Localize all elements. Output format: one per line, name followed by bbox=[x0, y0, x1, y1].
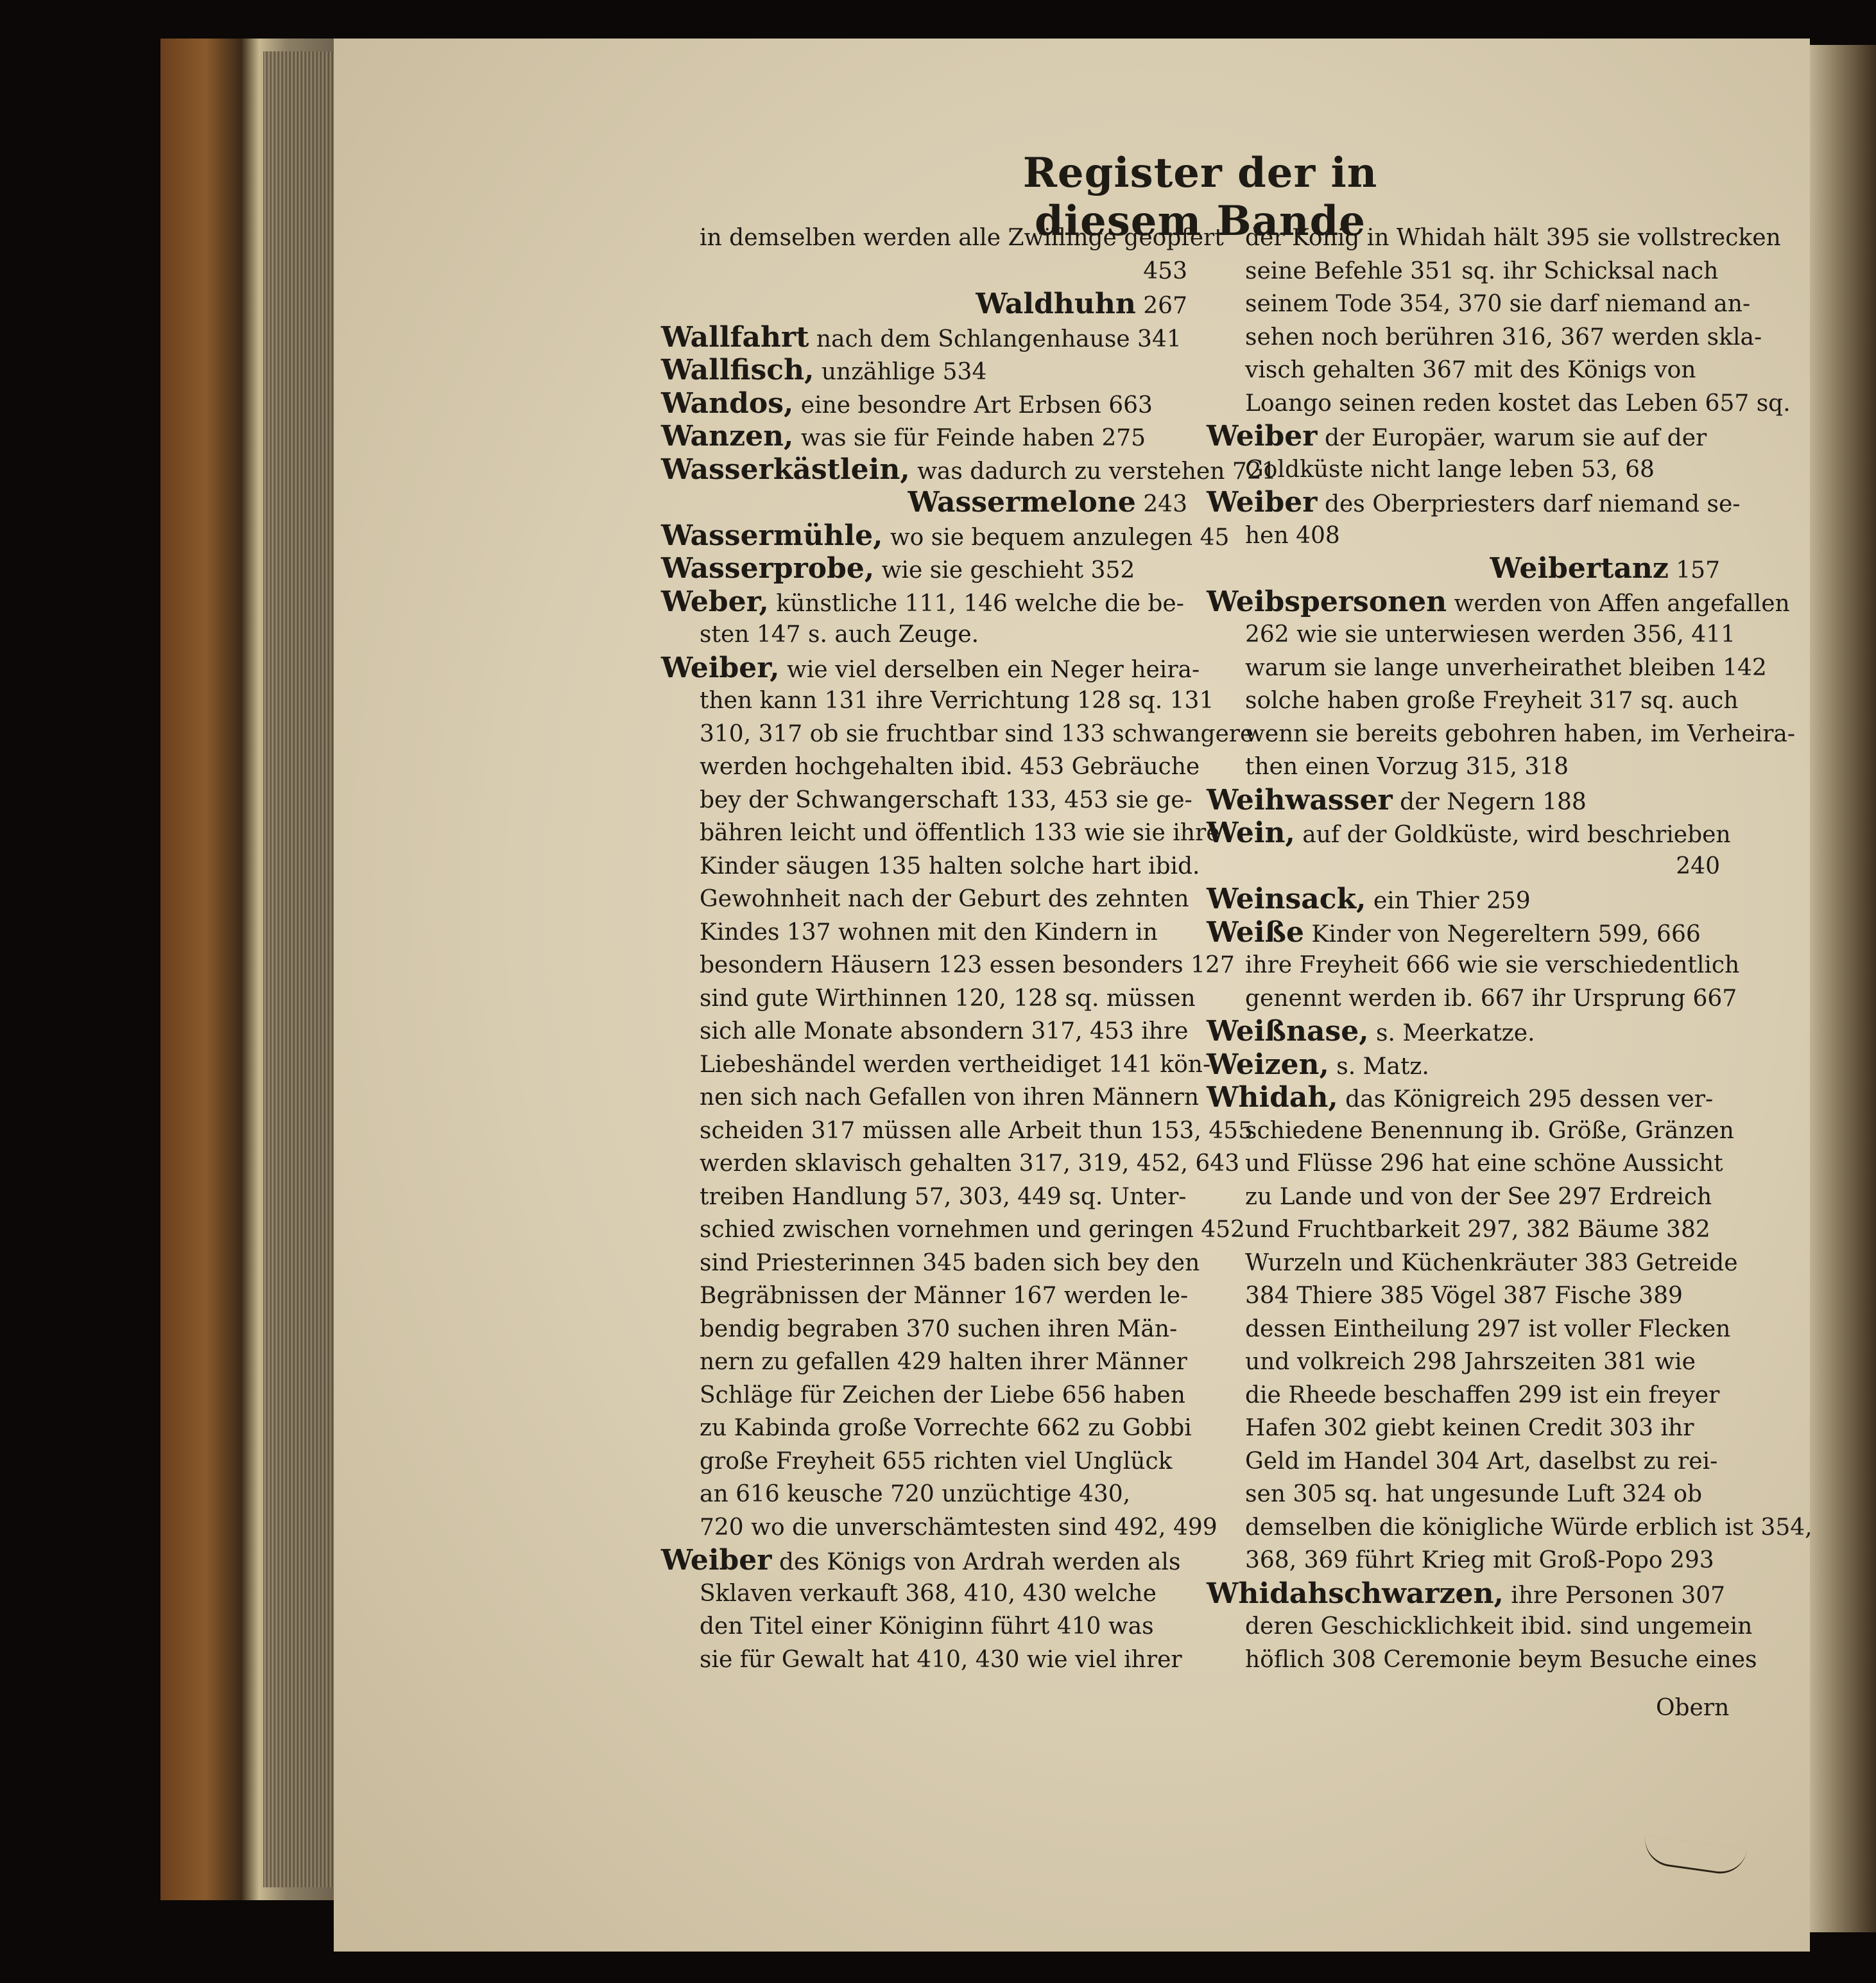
entry-line bbox=[661, 1247, 1200, 1280]
entry-line bbox=[661, 1313, 1187, 1346]
entry-text: nen sich nach Gefallen von ihren Männern bbox=[700, 1084, 1200, 1111]
entry-text: den Titel einer Königinn führt 410 was bbox=[700, 1613, 1154, 1640]
entry-text: auf der Goldküste, wird beschrieben bbox=[1302, 822, 1731, 848]
entry-headword: Wasserprobe, bbox=[661, 552, 875, 585]
catchword: Obern bbox=[1656, 1695, 1730, 1721]
entry-text: wie viel derselben ein Neger heira- bbox=[787, 656, 1200, 683]
entry-text: visch gehalten 367 mit des Königs von bbox=[1245, 357, 1696, 383]
entry-line bbox=[1207, 519, 1720, 553]
entry-text: Kindes 137 wohnen mit den Kindern in bbox=[700, 919, 1158, 946]
entry-text: Sklaven verkauft 368, 410, 430 welche bbox=[700, 1580, 1157, 1607]
book-spine-pages bbox=[263, 51, 340, 1887]
entry-line bbox=[1207, 949, 1740, 982]
entry-line bbox=[1207, 1577, 1726, 1611]
entry-line bbox=[661, 1610, 1187, 1643]
entry-line bbox=[661, 618, 1187, 652]
entry-headword: Weihwasser bbox=[1207, 783, 1393, 817]
entry-text: Liebeshändel werden vertheidiget 141 kön- bbox=[700, 1051, 1211, 1078]
entry-headword: Weiber bbox=[1207, 486, 1318, 519]
entry-line bbox=[661, 982, 1196, 1016]
entry-line bbox=[1207, 784, 1720, 817]
entry-text: bähren leicht und öffentlich 133 wie sie ihre bbox=[700, 820, 1220, 846]
entry-text: was dadurch zu verstehen 721 bbox=[917, 458, 1277, 485]
entry-headword: Weinsack, bbox=[1207, 883, 1366, 915]
entry-text: Geld im Handel 304 Art, daselbst zu rei- bbox=[1245, 1448, 1718, 1475]
entry-line bbox=[661, 718, 1254, 751]
entry-text: der König in Whidah hält 395 sie vollstrecken bbox=[1245, 225, 1781, 251]
entry-line bbox=[661, 1643, 1187, 1677]
entry-headword: Weibertanz bbox=[1490, 552, 1669, 585]
entry-headword: Wallfisch, bbox=[661, 354, 814, 386]
entry-line bbox=[1207, 1643, 1757, 1677]
entry-line bbox=[1207, 1313, 1731, 1346]
entry-line bbox=[1207, 817, 1731, 850]
entry-headword: Weiße bbox=[1207, 915, 1304, 949]
entry-text: wo sie bequem anzulegen 45 bbox=[890, 524, 1230, 551]
entry-line bbox=[1207, 420, 1720, 453]
entry-line bbox=[1207, 1247, 1738, 1280]
entry-text: Loango seinen reden kostet das Leben 657 sq. bbox=[1245, 390, 1791, 417]
entry-text: die Rheede beschaffen 299 ist ein freyer bbox=[1245, 1381, 1720, 1408]
entry-line bbox=[1207, 255, 1720, 288]
index-entry bbox=[1207, 1081, 1812, 1577]
entry-text: 262 wie sie unterwiesen werden 356, 411 bbox=[1245, 621, 1735, 648]
entry-text: Schläge für Zeichen der Liebe 656 haben bbox=[700, 1381, 1185, 1408]
entry-headword: Weiber bbox=[1207, 420, 1318, 453]
entry-text: Goldküste nicht lange leben 53, 68 bbox=[1245, 456, 1655, 483]
index-entry bbox=[1207, 883, 1720, 916]
entry-text: sie für Gewalt hat 410, 430 wie viel ihrer bbox=[700, 1646, 1182, 1673]
entry-line bbox=[1207, 1379, 1720, 1412]
entry-text: then kann 131 ihre Verrichtung 128 sq. 131 bbox=[700, 688, 1214, 714]
entry-line bbox=[1207, 1511, 1812, 1545]
entry-text: der Negern 188 bbox=[1400, 788, 1587, 815]
entry-headword: Wassermelone bbox=[908, 486, 1136, 519]
index-entry bbox=[1207, 1577, 1757, 1677]
entry-text: ihre Personen 307 bbox=[1511, 1582, 1726, 1609]
page-header: Register der in diesem Bande bbox=[1022, 149, 1378, 245]
entry-line bbox=[1207, 750, 1720, 784]
entry-line bbox=[1207, 618, 1735, 652]
entry-line bbox=[1207, 1213, 1720, 1247]
entry-line bbox=[1207, 453, 1720, 487]
index-entry bbox=[661, 552, 1187, 585]
entry-line bbox=[661, 916, 1187, 949]
right-column bbox=[1207, 221, 1812, 1676]
entry-line bbox=[1207, 1445, 1720, 1478]
index-entry bbox=[661, 354, 1187, 387]
entry-line bbox=[661, 651, 1200, 685]
entry-text: 243 bbox=[1143, 491, 1187, 517]
entry-text: dessen Eintheilung 297 ist voller Flecken bbox=[1245, 1315, 1731, 1342]
entry-text: Gewohnheit nach der Geburt des zehnten bbox=[700, 886, 1189, 912]
entry-line bbox=[1207, 221, 1781, 255]
entry-text: große Freyheit 655 richten viel Unglück bbox=[700, 1448, 1173, 1475]
entry-line bbox=[1207, 1279, 1720, 1313]
entry-headword: Wandos, bbox=[661, 386, 794, 420]
entry-text: werden hochgehalten ibid. 453 Gebräuche bbox=[700, 754, 1200, 780]
entry-line bbox=[661, 883, 1187, 916]
entry-line bbox=[1207, 1181, 1720, 1214]
index-entry bbox=[661, 1544, 1187, 1676]
entry-line bbox=[661, 420, 1187, 453]
entry-line bbox=[1207, 354, 1720, 387]
entry-headword: Weiber, bbox=[661, 651, 780, 684]
entry-line bbox=[1207, 1048, 1720, 1082]
entry-line bbox=[661, 1478, 1187, 1511]
entry-text: bey der Schwangerschaft 133, 453 sie ge- bbox=[700, 786, 1192, 813]
entry-text: Hafen 302 giebt keinen Credit 303 ihr bbox=[1245, 1415, 1694, 1441]
entry-text: genennt werden ib. 667 ihr Ursprung 667 bbox=[1245, 985, 1737, 1012]
entry-text: und Flüsse 296 hat eine schöne Aussicht bbox=[1245, 1150, 1723, 1177]
entry-line bbox=[661, 1544, 1187, 1577]
entry-headword: Wassermühle, bbox=[661, 519, 883, 552]
entry-text: in demselben werden alle Zwillinge geopfert bbox=[700, 225, 1224, 251]
entry-text: sehen noch berühren 316, 367 werden skla- bbox=[1245, 324, 1762, 351]
entry-text: zu Lande und von der See 297 Erdreich bbox=[1245, 1183, 1712, 1210]
entry-line bbox=[1207, 486, 1741, 519]
entry-headword: Weiber bbox=[661, 1544, 772, 1577]
entry-line bbox=[1207, 321, 1762, 354]
entry-line bbox=[661, 949, 1235, 982]
entry-headword: Whidahschwarzen, bbox=[1207, 1577, 1504, 1610]
entry-headword: Wasserkästlein, bbox=[661, 453, 910, 486]
entry-headword: Wanzen, bbox=[661, 420, 794, 453]
entry-text: Begräbnissen der Männer 167 werden le- bbox=[700, 1283, 1189, 1309]
entry-line bbox=[1207, 1478, 1720, 1511]
entry-headword: Weber, bbox=[661, 585, 769, 618]
entry-line bbox=[661, 1213, 1245, 1247]
entry-text: höflich 308 Ceremonie beym Besuche eines bbox=[1245, 1646, 1757, 1673]
entry-line bbox=[1207, 1147, 1723, 1181]
entry-text: 720 wo die unverschämtesten sind 492, 499 bbox=[700, 1514, 1218, 1541]
entry-line bbox=[661, 453, 1277, 487]
index-entry bbox=[1207, 915, 1740, 1016]
entry-text: besondern Häusern 123 essen besonders 127 bbox=[700, 952, 1235, 978]
entry-text: seine Befehle 351 sq. ihr Schicksal nach bbox=[1245, 257, 1719, 284]
entry-text: was sie für Feinde haben 275 bbox=[800, 425, 1146, 451]
entry-text: des Oberpriesters darf niemand se- bbox=[1324, 491, 1741, 517]
entry-text: der Europäer, warum sie auf der bbox=[1324, 425, 1707, 451]
entry-text: 453 bbox=[1143, 257, 1187, 284]
entry-line bbox=[661, 552, 1187, 585]
entry-line bbox=[1207, 387, 1791, 420]
entry-line bbox=[661, 1015, 1187, 1048]
entry-line bbox=[661, 1147, 1240, 1181]
entry-text: schiedene Benennung ib. Größe, Gränzen bbox=[1245, 1117, 1734, 1144]
entry-line bbox=[1207, 883, 1720, 916]
entry-line bbox=[661, 585, 1187, 619]
entry-text: eine besondre Art Erbsen 663 bbox=[800, 392, 1153, 419]
entry-line bbox=[661, 1114, 1253, 1148]
entry-text: das Königreich 295 dessen ver- bbox=[1345, 1086, 1714, 1113]
entry-headword: Weizen, bbox=[1207, 1048, 1329, 1081]
entry-line bbox=[661, 1412, 1192, 1445]
index-entry bbox=[661, 288, 1187, 321]
entry-text: sich alle Monate absondern 317, 453 ihre bbox=[700, 1018, 1189, 1044]
entry-headword: Weißnase, bbox=[1207, 1015, 1369, 1048]
entry-line bbox=[661, 221, 1224, 255]
index-entry bbox=[1207, 486, 1741, 552]
entry-headword: Weibspersonen bbox=[1207, 585, 1447, 618]
entry-text: solche haben große Freyheit 317 sq. auch bbox=[1245, 688, 1739, 714]
entry-text: künstliche 111, 146 welche die be- bbox=[776, 590, 1184, 617]
entry-line bbox=[1207, 1081, 1720, 1114]
entry-line bbox=[1207, 552, 1720, 585]
index-entry bbox=[661, 453, 1277, 487]
index-entry bbox=[1207, 1015, 1720, 1048]
entry-line bbox=[1207, 684, 1739, 718]
entry-line bbox=[661, 817, 1220, 850]
entry-text: warum sie lange unverheirathet bleiben 142 bbox=[1245, 654, 1767, 681]
entry-text: 240 bbox=[1676, 853, 1720, 879]
entry-line bbox=[1207, 1412, 1720, 1445]
entry-headword: Wallfahrt bbox=[661, 320, 809, 354]
entry-line bbox=[661, 1511, 1218, 1545]
index-entry bbox=[661, 585, 1187, 652]
entry-text: 157 bbox=[1676, 557, 1720, 584]
entry-line bbox=[661, 321, 1187, 354]
index-entry bbox=[661, 387, 1187, 420]
entry-text: deren Geschicklichkeit ibid. sind ungemein bbox=[1245, 1613, 1753, 1640]
entry-text: bendig begraben 370 suchen ihren Män- bbox=[700, 1315, 1178, 1342]
entry-line bbox=[661, 1379, 1187, 1412]
index-entry bbox=[661, 519, 1230, 553]
entry-line bbox=[661, 519, 1230, 553]
entry-text: nern zu gefallen 429 halten ihrer Männer bbox=[700, 1349, 1187, 1375]
entry-text: demselben die königliche Würde erblich ist 354, bbox=[1245, 1514, 1812, 1541]
entry-text: nach dem Schlangenhause 341 bbox=[816, 325, 1182, 352]
entry-line bbox=[661, 1279, 1187, 1313]
entry-line bbox=[1207, 1544, 1720, 1577]
entry-text: sten 147 s. auch Zeuge. bbox=[700, 621, 979, 648]
entry-text: hen 408 bbox=[1245, 522, 1340, 549]
page-edge-right bbox=[1810, 45, 1876, 1932]
index-entry bbox=[1207, 817, 1731, 883]
entry-headword: Wein, bbox=[1207, 817, 1295, 849]
entry-line bbox=[661, 486, 1187, 519]
index-entry bbox=[1207, 221, 1791, 420]
index-entry bbox=[661, 420, 1187, 453]
entry-text: treiben Handlung 57, 303, 449 sq. Unter- bbox=[700, 1183, 1187, 1210]
entry-line bbox=[661, 684, 1214, 718]
entry-line bbox=[1207, 585, 1790, 619]
entry-text: 368, 369 führt Krieg mit Groß-Popo 293 bbox=[1245, 1547, 1714, 1573]
entry-text: seinem Tode 354, 370 sie darf niemand an- bbox=[1245, 291, 1751, 317]
entry-text: wie sie geschieht 352 bbox=[881, 557, 1135, 584]
index-entry bbox=[661, 486, 1187, 519]
entry-line bbox=[1207, 916, 1720, 949]
entry-text: 384 Thiere 385 Vögel 387 Fische 389 bbox=[1245, 1283, 1683, 1309]
entry-line bbox=[661, 288, 1187, 321]
entry-line bbox=[1207, 850, 1720, 883]
entry-line bbox=[661, 850, 1200, 883]
entry-line bbox=[1207, 652, 1767, 685]
entry-line bbox=[661, 1445, 1187, 1478]
index-entry bbox=[1207, 1048, 1720, 1082]
entry-text: werden sklavisch gehalten 317, 319, 452, 643 bbox=[700, 1150, 1240, 1177]
entry-text: then einen Vorzug 315, 318 bbox=[1245, 754, 1569, 780]
entry-line bbox=[1207, 982, 1737, 1016]
entry-text: des Königs von Ardrah werden als bbox=[779, 1549, 1181, 1575]
entry-line bbox=[1207, 718, 1796, 751]
entry-headword: Whidah, bbox=[1207, 1081, 1338, 1114]
entry-text: wenn sie bereits gebohren haben, im Verheira- bbox=[1245, 720, 1796, 747]
entry-text: Wurzeln und Küchenkräuter 383 Getreide bbox=[1245, 1249, 1738, 1276]
entry-line bbox=[1207, 1114, 1734, 1148]
entry-line bbox=[661, 1346, 1187, 1379]
entry-text: schied zwischen vornehmen und geringen 452 bbox=[700, 1217, 1245, 1243]
index-entry bbox=[1207, 585, 1796, 784]
index-entry bbox=[1207, 784, 1720, 817]
index-entry bbox=[661, 321, 1187, 354]
entry-text: s. Matz. bbox=[1336, 1053, 1429, 1080]
entry-line bbox=[661, 1048, 1211, 1082]
entry-line bbox=[661, 255, 1187, 288]
entry-text: Kinder säugen 135 halten solche hart ibid. bbox=[700, 853, 1200, 879]
entry-line bbox=[661, 1181, 1187, 1214]
entry-text: und volkreich 298 Jahrszeiten 381 wie bbox=[1245, 1349, 1696, 1375]
entry-line bbox=[1207, 1015, 1720, 1048]
entry-text: an 616 keusche 720 unzüchtige 430, bbox=[700, 1481, 1131, 1507]
entry-text: scheiden 317 müssen alle Arbeit thun 153, 455 bbox=[700, 1117, 1253, 1144]
entry-text: ihre Freyheit 666 wie sie verschiedentlich bbox=[1245, 952, 1740, 978]
entry-text: 310, 317 ob sie fruchtbar sind 133 schwangere bbox=[700, 720, 1254, 747]
entry-text: s. Meerkatze. bbox=[1376, 1020, 1535, 1046]
index-entry bbox=[1207, 420, 1720, 486]
entry-text: 267 bbox=[1143, 293, 1187, 319]
entry-text: zu Kabinda große Vorrechte 662 zu Gobbi bbox=[700, 1415, 1192, 1441]
entry-text: unzählige 534 bbox=[821, 359, 987, 385]
entry-line bbox=[661, 1081, 1200, 1114]
entry-line bbox=[1207, 288, 1751, 321]
entry-line bbox=[661, 784, 1192, 817]
entry-headword: Waldhuhn bbox=[976, 288, 1136, 320]
entry-text: sind gute Wirthinnen 120, 128 sq. müssen bbox=[700, 985, 1196, 1012]
entry-line bbox=[1207, 1610, 1753, 1643]
index-entry bbox=[661, 221, 1224, 288]
entry-text: sen 305 sq. hat ungesunde Luft 324 ob bbox=[1245, 1481, 1703, 1507]
entry-text: werden von Affen angefallen bbox=[1454, 590, 1790, 617]
entry-line bbox=[661, 1577, 1187, 1611]
entry-line bbox=[661, 750, 1200, 784]
entry-text: ein Thier 259 bbox=[1373, 888, 1531, 914]
entry-line bbox=[661, 387, 1187, 420]
entry-line bbox=[1207, 1346, 1720, 1379]
entry-text: sind Priesterinnen 345 baden sich bey den bbox=[700, 1249, 1200, 1276]
index-entry bbox=[1207, 552, 1720, 585]
entry-line bbox=[661, 354, 1187, 387]
entry-text: Kinder von Negereltern 599, 666 bbox=[1311, 921, 1701, 948]
entry-text: und Fruchtbarkeit 297, 382 Bäume 382 bbox=[1245, 1217, 1710, 1243]
